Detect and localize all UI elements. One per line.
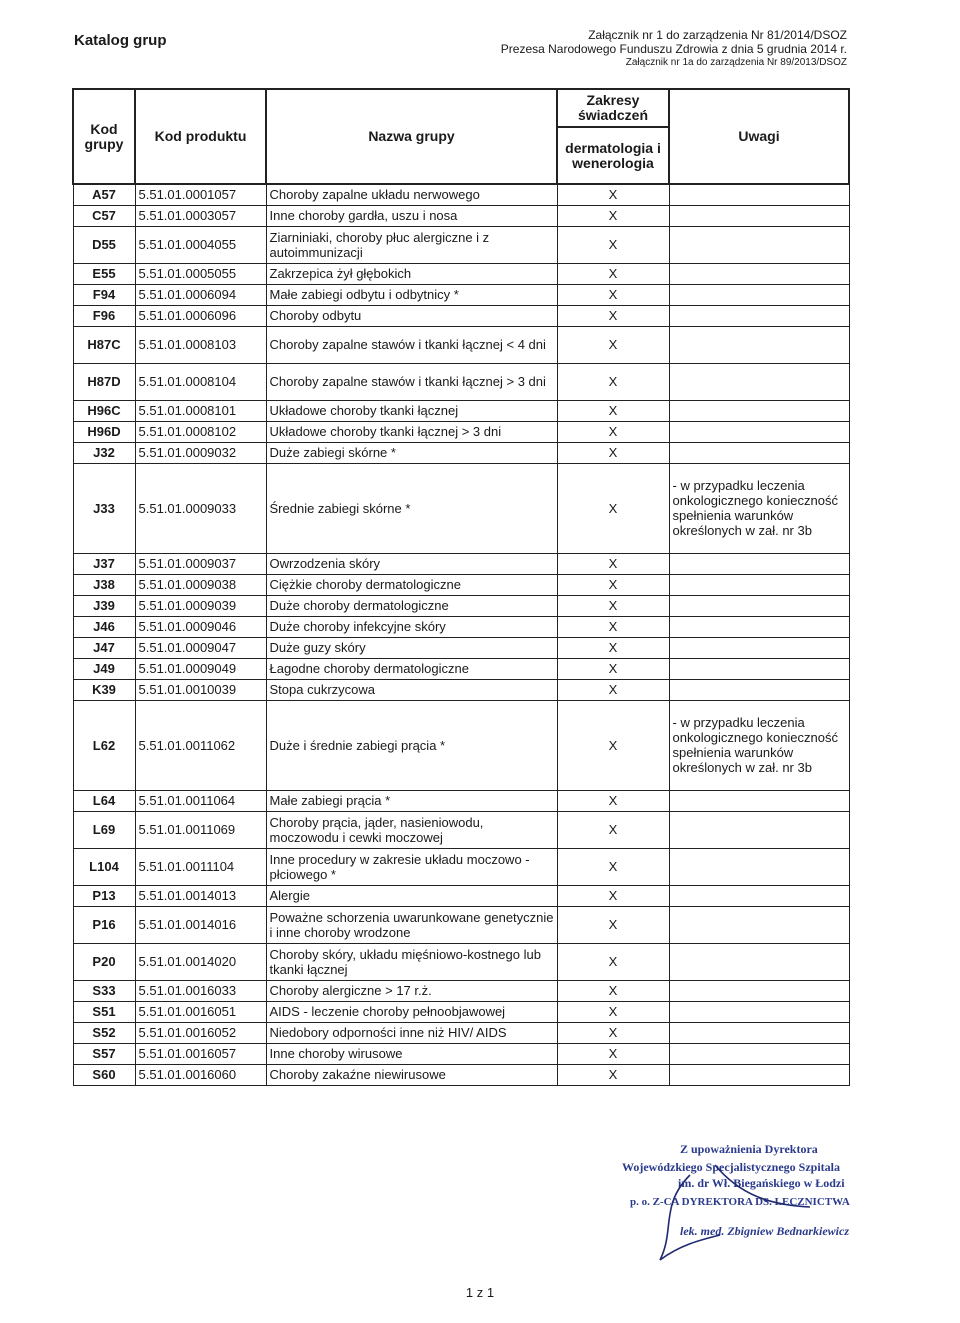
cell-nazwa-grupy: Ciężkie choroby dermatologiczne bbox=[266, 574, 557, 595]
cell-kod-produktu: 5.51.01.0008101 bbox=[135, 400, 266, 421]
group-catalog-table bbox=[72, 88, 850, 1086]
cell-dermatologia: X bbox=[557, 205, 669, 226]
cell-uwagi bbox=[669, 326, 849, 363]
cell-uwagi: - w przypadku leczenia onkologicznego konieczność spełnienia warunków określonych w zał. nr 3b bbox=[669, 700, 849, 790]
cell-dermatologia: X bbox=[557, 679, 669, 700]
cell-uwagi bbox=[669, 1022, 849, 1043]
table-row bbox=[73, 700, 849, 790]
cell-nazwa-grupy: Choroby odbytu bbox=[266, 305, 557, 326]
cell-kod-grupy: L62 bbox=[73, 700, 135, 790]
cell-dermatologia: X bbox=[557, 553, 669, 574]
cell-dermatologia: X bbox=[557, 400, 669, 421]
table-row bbox=[73, 263, 849, 284]
cell-kod-produktu: 5.51.01.0011069 bbox=[135, 811, 266, 848]
cell-uwagi bbox=[669, 305, 849, 326]
table-row bbox=[73, 811, 849, 848]
table-row bbox=[73, 326, 849, 363]
table-row bbox=[73, 463, 849, 553]
cell-kod-grupy: H87D bbox=[73, 363, 135, 400]
cell-uwagi bbox=[669, 811, 849, 848]
table-row bbox=[73, 658, 849, 679]
cell-kod-grupy: D55 bbox=[73, 226, 135, 263]
cell-uwagi bbox=[669, 885, 849, 906]
cell-nazwa-grupy: Duże choroby infekcyjne skóry bbox=[266, 616, 557, 637]
cell-kod-grupy: H96C bbox=[73, 400, 135, 421]
cell-nazwa-grupy: Choroby prącia, jąder, nasieniowodu, moczowodu i cewki moczowej bbox=[266, 811, 557, 848]
cell-kod-produktu: 5.51.01.0011062 bbox=[135, 700, 266, 790]
cell-nazwa-grupy: Choroby zapalne stawów i tkanki łącznej < 4 dni bbox=[266, 326, 557, 363]
cell-kod-grupy: J47 bbox=[73, 637, 135, 658]
signature-stamp bbox=[620, 1135, 880, 1265]
cell-nazwa-grupy: Duże guzy skóry bbox=[266, 637, 557, 658]
cell-dermatologia: X bbox=[557, 463, 669, 553]
table-row bbox=[73, 421, 849, 442]
cell-kod-grupy: J38 bbox=[73, 574, 135, 595]
cell-kod-produktu: 5.51.01.0009039 bbox=[135, 595, 266, 616]
cell-kod-grupy: S33 bbox=[73, 980, 135, 1001]
table-row bbox=[73, 906, 849, 943]
cell-uwagi bbox=[669, 616, 849, 637]
table-row bbox=[73, 943, 849, 980]
cell-uwagi bbox=[669, 848, 849, 885]
cell-nazwa-grupy: Niedobory odporności inne niż HIV/ AIDS bbox=[266, 1022, 557, 1043]
cell-dermatologia: X bbox=[557, 811, 669, 848]
cell-kod-grupy: L104 bbox=[73, 848, 135, 885]
cell-dermatologia: X bbox=[557, 906, 669, 943]
cell-kod-grupy: L69 bbox=[73, 811, 135, 848]
cell-kod-produktu: 5.51.01.0009033 bbox=[135, 463, 266, 553]
cell-nazwa-grupy: Duże i średnie zabiegi prącia * bbox=[266, 700, 557, 790]
cell-kod-grupy: P20 bbox=[73, 943, 135, 980]
table-row bbox=[73, 305, 849, 326]
table-row bbox=[73, 574, 849, 595]
table-row bbox=[73, 637, 849, 658]
table-row bbox=[73, 616, 849, 637]
catalog-title: Katalog grup bbox=[74, 32, 167, 49]
cell-kod-produktu: 5.51.01.0014020 bbox=[135, 943, 266, 980]
cell-kod-produktu: 5.51.01.0005055 bbox=[135, 263, 266, 284]
cell-kod-produktu: 5.51.01.0004055 bbox=[135, 226, 266, 263]
cell-dermatologia: X bbox=[557, 700, 669, 790]
cell-kod-produktu: 5.51.01.0016052 bbox=[135, 1022, 266, 1043]
cell-kod-grupy: H87C bbox=[73, 326, 135, 363]
cell-dermatologia: X bbox=[557, 658, 669, 679]
cell-uwagi bbox=[669, 637, 849, 658]
stamp-line-3: im. dr Wł. Biegańskiego w Łodzi bbox=[678, 1176, 845, 1190]
table-row bbox=[73, 284, 849, 305]
cell-kod-produktu: 5.51.01.0009049 bbox=[135, 658, 266, 679]
cell-kod-grupy: S51 bbox=[73, 1001, 135, 1022]
table-row bbox=[73, 226, 849, 263]
cell-kod-produktu: 5.51.01.0006094 bbox=[135, 284, 266, 305]
cell-dermatologia: X bbox=[557, 326, 669, 363]
table-row bbox=[73, 679, 849, 700]
header-nazwa-grupy: Nazwa grupy bbox=[266, 89, 557, 184]
cell-kod-produktu: 5.51.01.0008103 bbox=[135, 326, 266, 363]
table-row bbox=[73, 1001, 849, 1022]
cell-nazwa-grupy: Łagodne choroby dermatologiczne bbox=[266, 658, 557, 679]
cell-dermatologia: X bbox=[557, 848, 669, 885]
cell-kod-grupy: P13 bbox=[73, 885, 135, 906]
header-kod-grupy: Kod grupy bbox=[73, 89, 135, 184]
cell-uwagi bbox=[669, 943, 849, 980]
cell-uwagi bbox=[669, 421, 849, 442]
cell-nazwa-grupy: Choroby skóry, układu mięśniowo-kostnego lub tkanki łącznej bbox=[266, 943, 557, 980]
table-row bbox=[73, 1022, 849, 1043]
stamp-line-2: Wojewódzkiego Specjalistycznego Szpitala bbox=[622, 1160, 840, 1174]
cell-dermatologia: X bbox=[557, 284, 669, 305]
cell-dermatologia: X bbox=[557, 637, 669, 658]
cell-nazwa-grupy: Alergie bbox=[266, 885, 557, 906]
cell-kod-produktu: 5.51.01.0016057 bbox=[135, 1043, 266, 1064]
attachment-header bbox=[501, 28, 847, 70]
cell-kod-produktu: 5.51.01.0009037 bbox=[135, 553, 266, 574]
header-uwagi: Uwagi bbox=[669, 89, 849, 184]
cell-uwagi bbox=[669, 658, 849, 679]
cell-dermatologia: X bbox=[557, 1022, 669, 1043]
table-row bbox=[73, 1064, 849, 1085]
cell-uwagi bbox=[669, 442, 849, 463]
cell-nazwa-grupy: Duże zabiegi skórne * bbox=[266, 442, 557, 463]
cell-kod-produktu: 5.51.01.0016051 bbox=[135, 1001, 266, 1022]
cell-dermatologia: X bbox=[557, 790, 669, 811]
cell-nazwa-grupy: Inne choroby wirusowe bbox=[266, 1043, 557, 1064]
cell-kod-produktu: 5.51.01.0009032 bbox=[135, 442, 266, 463]
cell-kod-produktu: 5.51.01.0010039 bbox=[135, 679, 266, 700]
cell-kod-grupy: C57 bbox=[73, 205, 135, 226]
cell-kod-produktu: 5.51.01.0011104 bbox=[135, 848, 266, 885]
cell-kod-produktu: 5.51.01.0009038 bbox=[135, 574, 266, 595]
cell-dermatologia: X bbox=[557, 226, 669, 263]
cell-kod-grupy: J32 bbox=[73, 442, 135, 463]
cell-dermatologia: X bbox=[557, 184, 669, 205]
cell-uwagi bbox=[669, 679, 849, 700]
cell-dermatologia: X bbox=[557, 616, 669, 637]
table-row bbox=[73, 980, 849, 1001]
cell-nazwa-grupy: Inne procedury w zakresie układu moczowo - płciowego * bbox=[266, 848, 557, 885]
cell-kod-produktu: 5.51.01.0011064 bbox=[135, 790, 266, 811]
cell-dermatologia: X bbox=[557, 305, 669, 326]
cell-kod-produktu: 5.51.01.0009047 bbox=[135, 637, 266, 658]
cell-nazwa-grupy: Ziarniniaki, choroby płuc alergiczne i z autoimmunizacji bbox=[266, 226, 557, 263]
attachment-line-3: Załącznik nr 1a do zarządzenia Nr 89/2013/DSOZ bbox=[625, 57, 847, 68]
table-row bbox=[73, 553, 849, 574]
attachment-line-2: Prezesa Narodowego Funduszu Zdrowia z dnia 5 grudnia 2014 r. bbox=[500, 42, 847, 56]
cell-nazwa-grupy: Średnie zabiegi skórne * bbox=[266, 463, 557, 553]
cell-nazwa-grupy: Stopa cukrzycowa bbox=[266, 679, 557, 700]
table-row bbox=[73, 205, 849, 226]
cell-kod-grupy: H96D bbox=[73, 421, 135, 442]
header-zakresy: Zakresy świadczeń bbox=[557, 89, 669, 127]
cell-dermatologia: X bbox=[557, 980, 669, 1001]
cell-kod-grupy: A57 bbox=[73, 184, 135, 205]
cell-kod-produktu: 5.51.01.0008104 bbox=[135, 363, 266, 400]
table-row bbox=[73, 595, 849, 616]
cell-kod-produktu: 5.51.01.0016033 bbox=[135, 980, 266, 1001]
cell-uwagi bbox=[669, 205, 849, 226]
table-row bbox=[73, 184, 849, 205]
table-row bbox=[73, 442, 849, 463]
table-row bbox=[73, 1043, 849, 1064]
cell-uwagi bbox=[669, 263, 849, 284]
table-row bbox=[73, 363, 849, 400]
cell-uwagi bbox=[669, 595, 849, 616]
cell-kod-produktu: 5.51.01.0006096 bbox=[135, 305, 266, 326]
cell-uwagi bbox=[669, 226, 849, 263]
cell-dermatologia: X bbox=[557, 263, 669, 284]
cell-kod-grupy: J33 bbox=[73, 463, 135, 553]
cell-kod-grupy: F96 bbox=[73, 305, 135, 326]
cell-uwagi bbox=[669, 980, 849, 1001]
page-number: 1 z 1 bbox=[465, 1285, 495, 1300]
cell-nazwa-grupy: Poważne schorzenia uwarunkowane genetycznie i inne choroby wrodzone bbox=[266, 906, 557, 943]
cell-kod-produktu: 5.51.01.0001057 bbox=[135, 184, 266, 205]
header-dermatologia: dermatologia i wenerologia bbox=[557, 127, 669, 184]
cell-uwagi bbox=[669, 284, 849, 305]
table-row bbox=[73, 848, 849, 885]
cell-kod-grupy: J49 bbox=[73, 658, 135, 679]
cell-nazwa-grupy: Małe zabiegi odbytu i odbytnicy * bbox=[266, 284, 557, 305]
cell-kod-produktu: 5.51.01.0009046 bbox=[135, 616, 266, 637]
cell-dermatologia: X bbox=[557, 885, 669, 906]
cell-kod-produktu: 5.51.01.0014016 bbox=[135, 906, 266, 943]
cell-uwagi: - w przypadku leczenia onkologicznego konieczność spełnienia warunków określonych w zał. nr 3b bbox=[669, 463, 849, 553]
cell-uwagi bbox=[669, 1043, 849, 1064]
cell-nazwa-grupy: Układowe choroby tkanki łącznej bbox=[266, 400, 557, 421]
cell-uwagi bbox=[669, 363, 849, 400]
cell-kod-grupy: S57 bbox=[73, 1043, 135, 1064]
cell-nazwa-grupy: Duże choroby dermatologiczne bbox=[266, 595, 557, 616]
stamp-line-1: Z upoważnienia Dyrektora bbox=[680, 1142, 818, 1156]
cell-kod-produktu: 5.51.01.0003057 bbox=[135, 205, 266, 226]
cell-nazwa-grupy: Owrzodzenia skóry bbox=[266, 553, 557, 574]
cell-kod-produktu: 5.51.01.0016060 bbox=[135, 1064, 266, 1085]
cell-kod-grupy: J37 bbox=[73, 553, 135, 574]
cell-uwagi bbox=[669, 574, 849, 595]
cell-kod-grupy: F94 bbox=[73, 284, 135, 305]
cell-nazwa-grupy: Choroby zapalne stawów i tkanki łącznej > 3 dni bbox=[266, 363, 557, 400]
cell-dermatologia: X bbox=[557, 421, 669, 442]
cell-dermatologia: X bbox=[557, 363, 669, 400]
cell-dermatologia: X bbox=[557, 1064, 669, 1085]
cell-kod-grupy: S60 bbox=[73, 1064, 135, 1085]
cell-nazwa-grupy: Małe zabiegi prącia * bbox=[266, 790, 557, 811]
cell-nazwa-grupy: Zakrzepica żył głębokich bbox=[266, 263, 557, 284]
cell-kod-grupy: L64 bbox=[73, 790, 135, 811]
attachment-line-1: Załącznik nr 1 do zarządzenia Nr 81/2014/DSOZ bbox=[588, 28, 847, 42]
cell-dermatologia: X bbox=[557, 943, 669, 980]
cell-kod-produktu: 5.51.01.0008102 bbox=[135, 421, 266, 442]
cell-kod-grupy: K39 bbox=[73, 679, 135, 700]
table-row bbox=[73, 790, 849, 811]
cell-uwagi bbox=[669, 790, 849, 811]
cell-uwagi bbox=[669, 1064, 849, 1085]
table-row bbox=[73, 400, 849, 421]
cell-uwagi bbox=[669, 553, 849, 574]
cell-nazwa-grupy: AIDS - leczenie choroby pełnoobjawowej bbox=[266, 1001, 557, 1022]
header-kod-produktu: Kod produktu bbox=[135, 89, 266, 184]
stamp-line-4: p. o. Z-CA DYREKTORA DS. LECZNICTWA bbox=[630, 1196, 850, 1208]
cell-dermatologia: X bbox=[557, 595, 669, 616]
cell-kod-grupy: P16 bbox=[73, 906, 135, 943]
cell-dermatologia: X bbox=[557, 1001, 669, 1022]
cell-uwagi bbox=[669, 184, 849, 205]
cell-nazwa-grupy: Choroby zakaźne niewirusowe bbox=[266, 1064, 557, 1085]
cell-uwagi bbox=[669, 1001, 849, 1022]
cell-kod-grupy: S52 bbox=[73, 1022, 135, 1043]
cell-kod-produktu: 5.51.01.0014013 bbox=[135, 885, 266, 906]
cell-kod-grupy: J39 bbox=[73, 595, 135, 616]
cell-kod-grupy: E55 bbox=[73, 263, 135, 284]
cell-nazwa-grupy: Choroby zapalne układu nerwowego bbox=[266, 184, 557, 205]
cell-nazwa-grupy: Inne choroby gardła, uszu i nosa bbox=[266, 205, 557, 226]
cell-nazwa-grupy: Choroby alergiczne > 17 r.ż. bbox=[266, 980, 557, 1001]
cell-dermatologia: X bbox=[557, 1043, 669, 1064]
table-row bbox=[73, 885, 849, 906]
stamp-line-5: lek. med. Zbigniew Bednarkiewicz bbox=[680, 1224, 849, 1238]
cell-uwagi bbox=[669, 400, 849, 421]
cell-kod-grupy: J46 bbox=[73, 616, 135, 637]
cell-dermatologia: X bbox=[557, 442, 669, 463]
cell-dermatologia: X bbox=[557, 574, 669, 595]
cell-nazwa-grupy: Układowe choroby tkanki łącznej > 3 dni bbox=[266, 421, 557, 442]
cell-uwagi bbox=[669, 906, 849, 943]
